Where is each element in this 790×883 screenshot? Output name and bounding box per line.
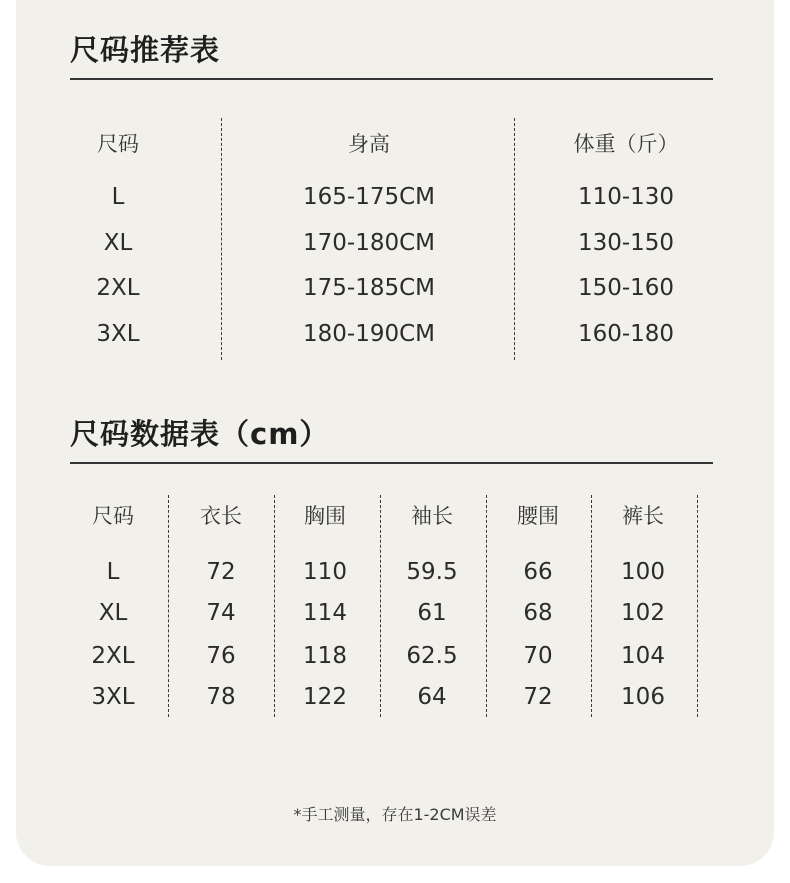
- table-cell: 165-175CM: [302, 184, 436, 210]
- column-header: 体重（斤）: [573, 132, 679, 156]
- table-cell: 78: [206, 684, 236, 710]
- table-cell: 110-130: [577, 184, 675, 210]
- measurement-note: *手工测量，存在1-2CM误差: [293, 805, 497, 824]
- table-cell: 102: [621, 600, 665, 626]
- table-cell: 170-180CM: [302, 230, 436, 256]
- column-divider: [591, 495, 592, 717]
- table-cell: 118: [303, 643, 347, 669]
- size-label-cell: L: [106, 559, 120, 585]
- column-divider: [697, 495, 698, 717]
- column-header: 胸围: [304, 504, 346, 528]
- size-label-cell: 2XL: [91, 643, 135, 669]
- table-cell: 122: [303, 684, 347, 710]
- size-label-cell: XL: [98, 600, 128, 626]
- table-cell: 104: [621, 643, 665, 669]
- table-cell: 175-185CM: [302, 275, 436, 301]
- table-cell: 66: [523, 559, 553, 585]
- table-cell: 180-190CM: [302, 321, 436, 347]
- column-divider: [486, 495, 487, 717]
- table-cell: 100: [621, 559, 665, 585]
- table-cell: 110: [303, 559, 347, 585]
- table-cell: 68: [523, 600, 553, 626]
- column-divider: [380, 495, 381, 717]
- size-label-cell: 3XL: [96, 321, 140, 347]
- recommend-table-title: 尺码推荐表: [70, 33, 221, 67]
- column-header: 袖长: [411, 504, 453, 528]
- data-table-title: 尺码数据表（cm）: [70, 417, 330, 451]
- table-cell: 150-160: [577, 275, 675, 301]
- size-label-cell: L: [111, 184, 125, 210]
- table-cell: 76: [206, 643, 236, 669]
- data-title-divider: [70, 462, 713, 464]
- table-cell: 61: [417, 600, 447, 626]
- table-cell: 74: [206, 600, 236, 626]
- column-header: 裤长: [622, 504, 664, 528]
- column-header: 腰围: [517, 504, 559, 528]
- table-cell: 72: [523, 684, 553, 710]
- recommend-title-divider: [70, 78, 713, 80]
- column-header: 尺码: [97, 132, 139, 156]
- table-cell: 62.5: [406, 643, 458, 669]
- table-cell: 114: [303, 600, 347, 626]
- column-divider: [168, 495, 169, 717]
- table-cell: 160-180: [577, 321, 675, 347]
- size-label-cell: XL: [103, 230, 133, 256]
- size-label-cell: 2XL: [96, 275, 140, 301]
- table-cell: 70: [523, 643, 553, 669]
- column-header: 衣长: [200, 504, 242, 528]
- table-cell: 72: [206, 559, 236, 585]
- column-header: 尺码: [92, 504, 134, 528]
- table-cell: 64: [417, 684, 447, 710]
- column-header: 身高: [348, 132, 390, 156]
- column-divider: [514, 118, 515, 360]
- column-divider: [274, 495, 275, 717]
- size-label-cell: 3XL: [91, 684, 135, 710]
- table-cell: 130-150: [577, 230, 675, 256]
- column-divider: [221, 118, 222, 360]
- table-cell: 59.5: [406, 559, 458, 585]
- table-cell: 106: [621, 684, 665, 710]
